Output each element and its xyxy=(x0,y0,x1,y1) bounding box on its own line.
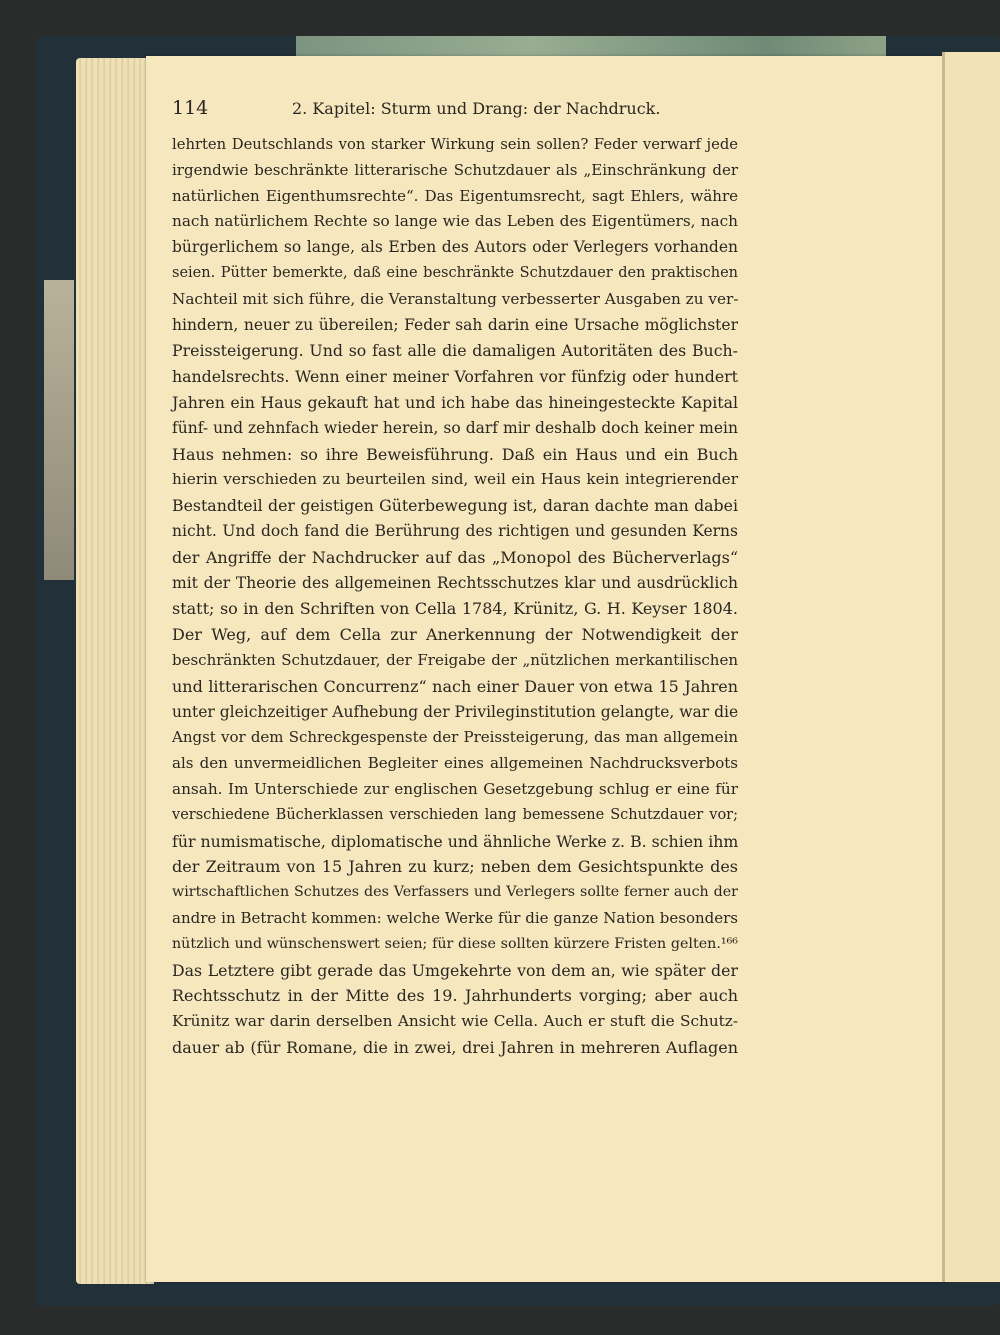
text-line: Krünitz war darin derselben Ansicht wie Cella. Auch er stuft die Schutz- xyxy=(172,1012,738,1031)
text-line: Das Letztere gibt gerade das Umgekehrte von dem an, wie später der xyxy=(172,960,738,980)
text-line: unter gleichzeitiger Aufhebung der Privileginstitution gelangte, war die xyxy=(172,702,739,721)
text-line: Der Weg, auf dem Cella zur Anerkennung der Notwendigkeit der xyxy=(172,625,738,645)
text-line: hindern, neuer zu übereilen; Feder sah darin eine Ursache möglichster xyxy=(172,315,738,334)
text-line: wirtschaftlichen Schutzes des Verfassers und Verlegers sollte ferner auch der xyxy=(172,884,738,901)
text-line: Angst vor dem Schreckgespenste der Preissteigerung, das man allgemein xyxy=(172,728,738,747)
text-line: natürlichen Eigenthumsrechte“. Das Eigentumsrecht, sagt Ehlers, währe xyxy=(172,186,738,205)
text-line: beschränkten Schutzdauer, der Freigabe der „nützlichen merkantilischen xyxy=(172,650,738,669)
text-line: Haus nehmen: so ihre Beweisführung. Daß ein Haus und ein Buch xyxy=(172,444,738,464)
text-line: Nachteil mit sich führe, die Veranstaltung verbesserter Ausgaben zu ver- xyxy=(172,289,739,308)
text-line: nach natürlichem Rechte so lange wie das Leben des Eigentümers, nach xyxy=(172,212,738,231)
text-line: Bestandteil der geistigen Güterbewegung ist, daran dachte man dabei xyxy=(172,496,738,516)
text-line: der Zeitraum von 15 Jahren zu kurz; neben dem Gesichtspunkte des xyxy=(172,857,738,877)
text-line: lehrten Deutschlands von starker Wirkung sein sollen? Feder verwarf jede xyxy=(172,136,738,153)
text-line: andre in Betracht kommen: welche Werke für die ganze Nation besonders xyxy=(172,908,738,927)
text-line: seien. Pütter bemerkte, daß eine beschränkte Schutzdauer den praktischen xyxy=(172,264,738,281)
text-line: Jahren ein Haus gekauft hat und ich habe das hineingesteckte Kapital xyxy=(172,392,738,412)
text-line: statt; so in den Schriften von Cella 1784, Krünitz, G. H. Keyser 1804. xyxy=(172,599,738,619)
text-line: irgendwie beschränkte litterarische Schutzdauer als „Einschränkung der xyxy=(172,160,738,179)
running-head: 2. Kapitel: Sturm und Drang: der Nachdruck. xyxy=(292,99,661,118)
text-line: als den unvermeidlichen Begleiter eines allgemeinen Nachdrucksverbots xyxy=(172,754,738,773)
body-text xyxy=(172,132,738,1061)
page-edges xyxy=(76,58,154,1284)
page-header xyxy=(172,97,661,123)
text-line: für numismatische, diplomatische und ähnliche Werke z. B. schien ihm xyxy=(172,831,739,851)
text-line: ansah. Im Unterschiede zur englischen Gesetzgebung schlug er eine für xyxy=(172,779,738,798)
text-line: verschiedene Bücherklassen verschieden lang bemessene Schutzdauer vor; xyxy=(172,806,738,823)
text-line: Rechtsschutz in der Mitte des 19. Jahrhunderts vorging; aber auch xyxy=(172,986,738,1006)
text-line: bürgerlichem so lange, als Erben des Autors oder Verlegers vorhanden xyxy=(172,238,738,257)
text-line: fünf- und zehnfach wieder herein, so darf mir deshalb doch keiner mein xyxy=(172,418,738,437)
text-line: nützlich und wünschenswert seien; für diese sollten kürzere Fristen gelten.¹⁶⁶ xyxy=(172,935,738,952)
facing-page-edge xyxy=(942,52,1000,1282)
text-line: Preissteigerung. Und so fast alle die damaligen Autoritäten des Buch- xyxy=(172,341,738,361)
text-line: der Angriffe der Nachdrucker auf das „Monopol des Bücherverlags“ xyxy=(172,547,738,567)
marbled-endpaper-edge xyxy=(296,36,886,56)
text-line: und litterarischen Concurrenz“ nach einer Dauer von etwa 15 Jahren xyxy=(172,676,738,696)
spine-strip xyxy=(44,280,74,580)
text-line: handelsrechts. Wenn einer meiner Vorfahren vor fünfzig oder hundert xyxy=(172,367,738,387)
page-number: 114 xyxy=(172,97,209,119)
text-line: nicht. Und doch fand die Berührung des richtigen und gesunden Kerns xyxy=(172,521,738,540)
text-line: dauer ab (für Romane, die in zwei, drei Jahren in mehreren Auflagen xyxy=(172,1037,738,1057)
text-line: mit der Theorie des allgemeinen Rechtsschutzes klar und ausdrücklich xyxy=(172,573,738,592)
text-line: hierin verschieden zu beurteilen sind, weil ein Haus kein integrierender xyxy=(172,470,738,489)
